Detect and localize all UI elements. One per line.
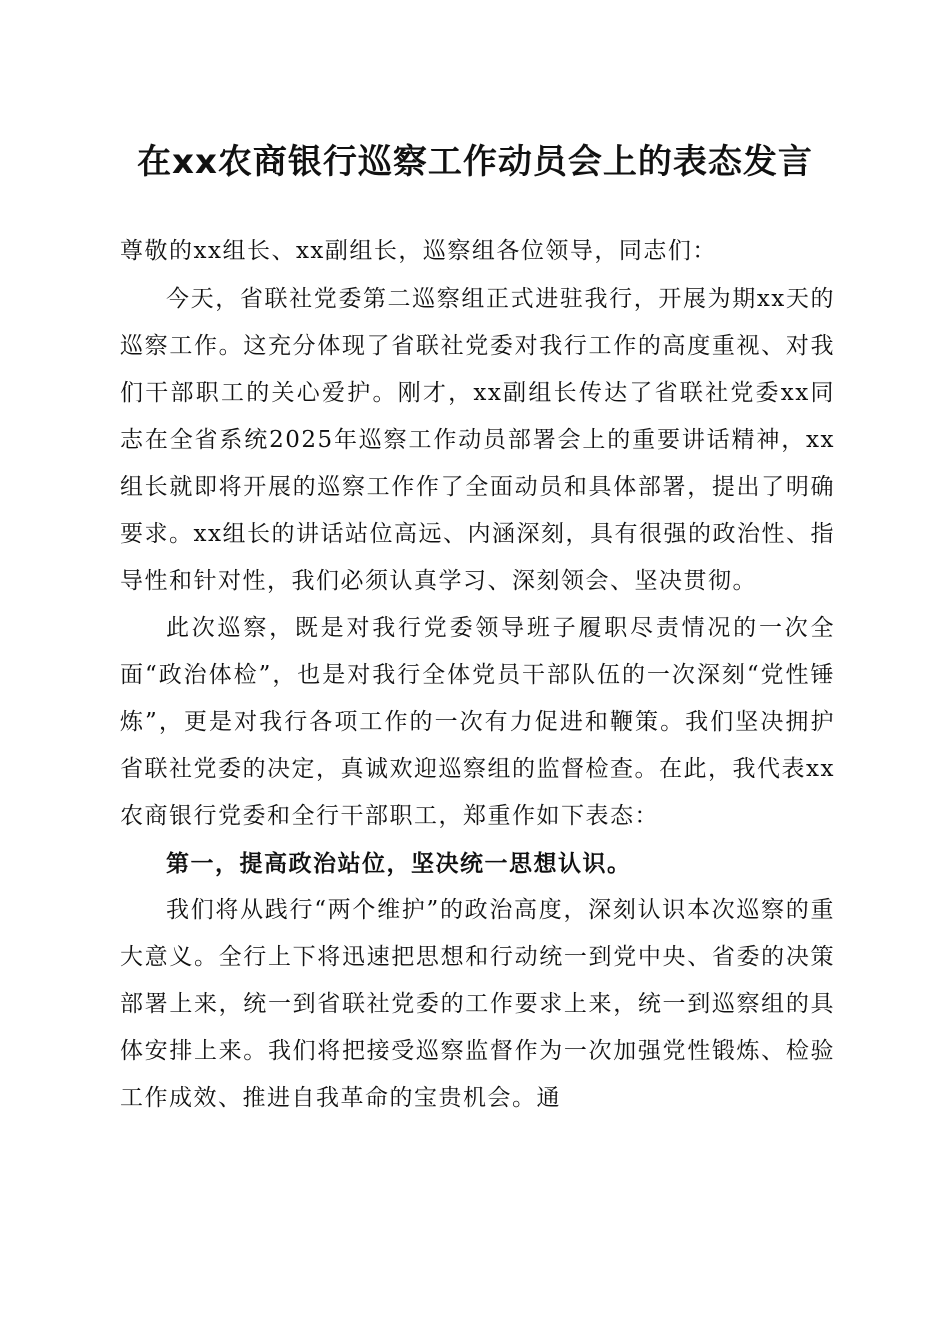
paragraph-statement: 此次巡察，既是对我行党委领导班子履职尽责情况的一次全面“政治体检”，也是对我行全体党员干部队伍的一次深刻“党性锤炼”，更是对我行各项工作的一次有力促进和鞭策。我们坚决拥护省联社党委的决定，真诚欢迎巡察组的监督检查。在此，我代表xx农商银行党委和全行干部职工，郑重作如下表态： [120,615,835,829]
document-title: 在xx农商银行巡察工作动员会上的表态发言 [137,142,813,182]
section-paragraph: 我们将从践行“两个维护”的政治高度，深刻认识本次巡察的重大意义。全行上下将迅速把思想和行动统一到党中央、省委的决策部署上来，统一到省联社党委的工作要求上来，统一到巡察组的具体安排上来。我们将把接受巡察监督作为一次加强党性锻炼、检验工作成效、推进自我革命的宝贵机会。通 [120,897,835,1111]
salutation: 尊敬的xx组长、xx副组长，巡察组各位领导，同志们： [120,238,717,264]
paragraph-opening: 今天，省联社党委第二巡察组正式进驻我行，开展为期xx天的巡察工作。这充分体现了省联社党委对我行工作的高度重视、对我们干部职工的关心爱护。刚才，xx副组长传达了省联社党委xx同志在全省系统2025年巡察工作动员部署会上的重要讲话精神，xx组长就即将开展的巡察工作作了全面动员和具体部署，提出了明确要求。xx组长的讲话站位高远、内涵深刻，具有很强的政治性、指导性和针对性，我们必须认真学习、深刻领会、坚决贯彻。 [120,286,835,594]
section-heading: 第一，提高政治站位，坚决统一思想认识。 [166,850,632,877]
document-body [120,228,835,1122]
